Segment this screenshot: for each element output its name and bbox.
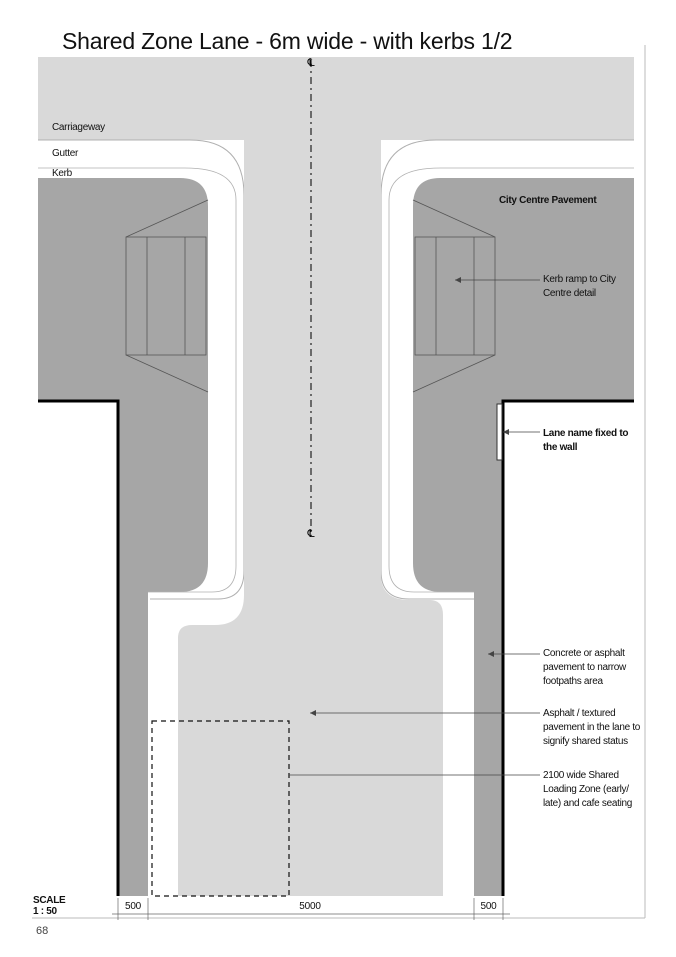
- dimension-left: 500: [124, 901, 142, 912]
- loading-zone-annotation: 2100 wide Shared Loading Zone (early/ late) and cafe seating: [543, 770, 633, 809]
- scale-label: SCALE: [33, 895, 66, 906]
- scale-block: [33, 895, 65, 917]
- scale-value: 1 : 50: [33, 906, 57, 917]
- kerb-label: Kerb: [52, 168, 72, 179]
- centreline-symbol-top: ℄: [307, 56, 315, 69]
- centreline-symbol-bottom: ℄: [307, 527, 315, 540]
- page-number: 68: [36, 925, 49, 937]
- lane-name-annotation: Lane name fixed to the wall: [543, 428, 629, 453]
- lane-name-sign: [497, 404, 502, 460]
- gutter-label: Gutter: [52, 148, 78, 159]
- carriageway-area: [38, 57, 634, 140]
- dimension-middle: 5000: [299, 901, 321, 912]
- carriageway-label: Carriageway: [52, 122, 105, 133]
- left-building-wall: [38, 401, 118, 896]
- concrete-pavement-annotation: Concrete or asphalt pavement to narrow footpaths area: [543, 648, 626, 687]
- city-centre-pavement-label: City Centre Pavement: [499, 195, 597, 206]
- asphalt-lane-annotation: Asphalt / textured pavement in the lane to signify shared status: [543, 708, 641, 747]
- dimension-right: 500: [480, 901, 497, 912]
- kerb-ramp-annotation: Kerb ramp to City Centre detail: [543, 274, 616, 299]
- page-title: Shared Zone Lane - 6m wide - with kerbs 1/2: [62, 28, 513, 54]
